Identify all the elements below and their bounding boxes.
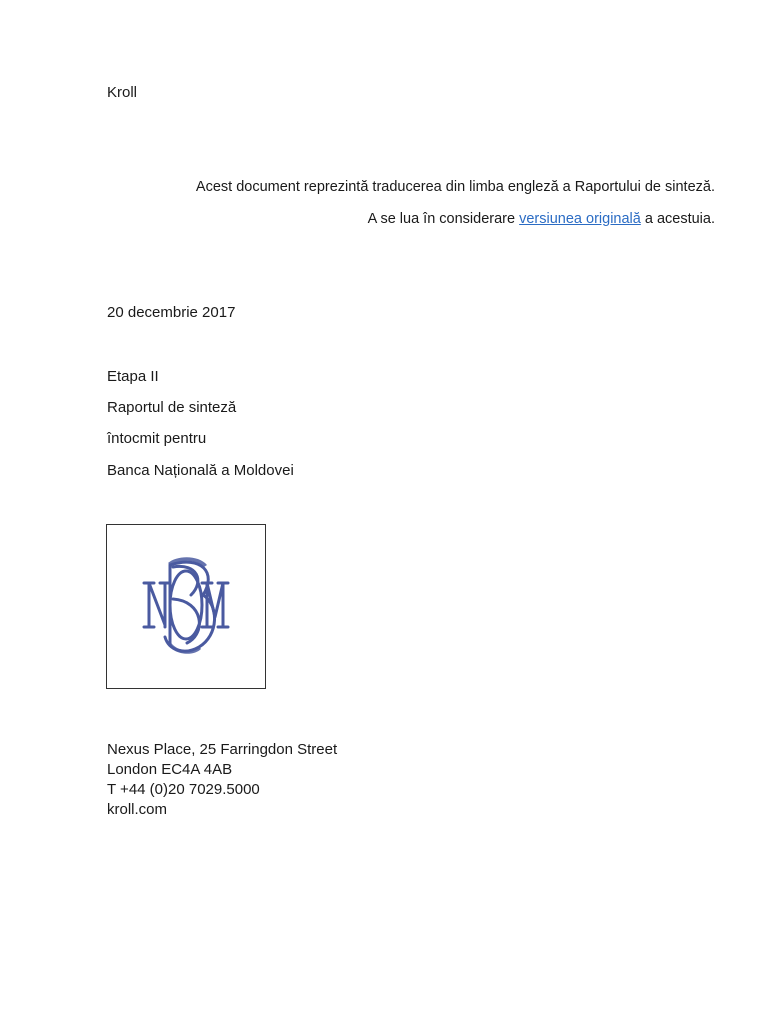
prepared-for-label: întocmit pentru	[107, 430, 207, 447]
address-website[interactable]: kroll.com	[107, 801, 168, 818]
translation-notice: Acest document reprezintă traducerea din limba engleză a Raportului de sinteză.	[195, 179, 715, 195]
address-street: Nexus Place, 25 Farringdon Street	[107, 741, 338, 758]
original-version-link[interactable]: versiunea originală	[519, 211, 641, 227]
client-name: Banca Națională a Moldovei	[107, 462, 294, 479]
original-version-notice	[95, 211, 715, 227]
report-title: Raportul de sinteză	[107, 399, 237, 416]
report-stage: Etapa II	[107, 368, 159, 385]
notice-suffix: a acestuia.	[640, 211, 715, 227]
notice-prefix: A se lua în considerare	[367, 211, 520, 227]
bnm-monogram-logo-icon	[107, 525, 265, 688]
company-name: Kroll	[107, 84, 138, 101]
report-date: 20 decembrie 2017	[107, 304, 236, 321]
address-phone: T +44 (0)20 7029.5000	[107, 781, 260, 798]
address-city: London EC4A 4AB	[107, 761, 233, 778]
bnm-logo	[106, 524, 266, 689]
